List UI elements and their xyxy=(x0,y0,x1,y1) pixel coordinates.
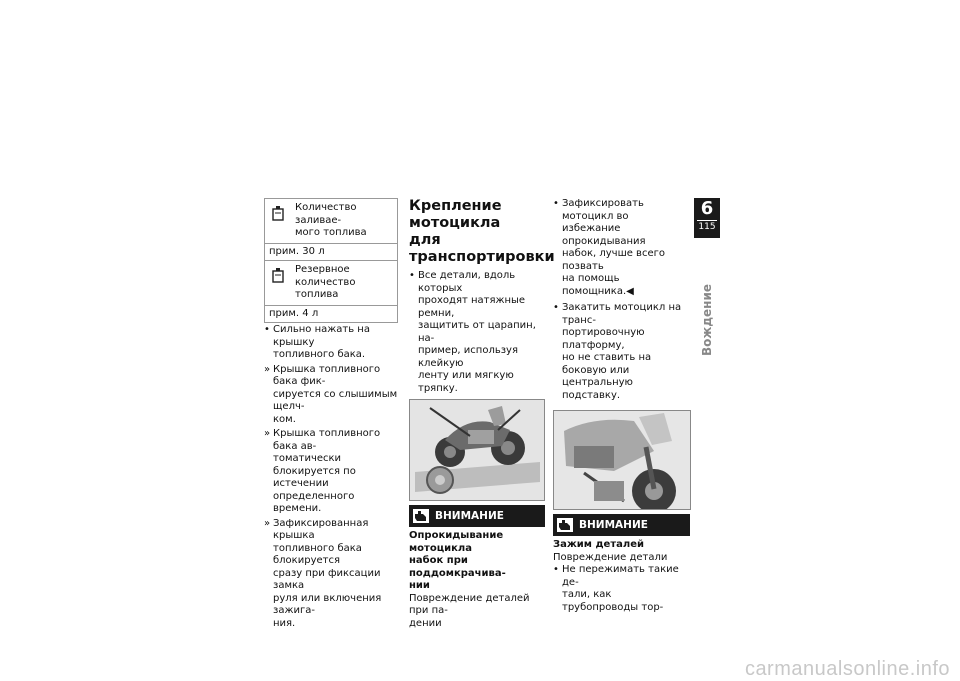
chapter-title: Вождение xyxy=(700,284,714,356)
column-right xyxy=(553,198,690,616)
bullet-marker: • xyxy=(409,270,415,281)
text-line: Сильно нажать на крышку xyxy=(273,324,370,348)
heading-line: для транспортировки xyxy=(409,232,555,265)
photo-motorcycle-on-trailer xyxy=(409,399,545,501)
section-heading xyxy=(409,198,555,266)
text-line: избежание опрокидывания xyxy=(562,223,646,247)
spec-label-line: Резервное количество xyxy=(295,264,356,288)
instruction-list xyxy=(553,198,690,402)
text-line: центральную подставку. xyxy=(562,377,633,401)
warning-banner xyxy=(409,505,545,527)
instruction-list xyxy=(409,270,545,395)
page-number: 115 xyxy=(698,222,716,232)
spec-fuel-reserve xyxy=(264,261,398,323)
text-line: набок, лучше всего позвать xyxy=(562,248,665,272)
photo-motorcycle-front-detail xyxy=(553,410,691,510)
text-line: томатически блокируется по xyxy=(273,453,356,477)
text-line: Не пережимать такие де- xyxy=(562,564,679,588)
text-line: сируется со слышимым щелч- xyxy=(273,388,398,412)
list-item xyxy=(553,564,690,614)
bullet-marker: • xyxy=(264,324,270,335)
list-item xyxy=(264,364,398,427)
text-line: топливного бака. xyxy=(273,349,366,360)
warning-title xyxy=(409,530,545,593)
spec-label-line: топлива xyxy=(295,289,339,300)
text-line: ния. xyxy=(273,617,296,629)
text-line: Крышка топливного бака ав- xyxy=(273,428,381,452)
warning-text: Повреждение детали xyxy=(553,551,668,563)
text-line: нии xyxy=(409,580,430,591)
result-marker: » xyxy=(264,517,271,529)
text-line: дении xyxy=(409,617,442,629)
text-line: Зафиксированная крышка xyxy=(273,517,369,541)
text-line: ленту или мягкую тряпку. xyxy=(418,370,514,394)
text-line: ком. xyxy=(273,413,296,425)
text-line: Крышка топливного бака фик- xyxy=(273,363,381,387)
chapter-tab xyxy=(694,198,720,238)
spec-label-line: мого топлива xyxy=(295,227,367,238)
list-item xyxy=(264,324,398,362)
spec-value: прим. 4 л xyxy=(265,305,397,323)
spec-label-line: Количество заливае- xyxy=(295,202,357,226)
list-item xyxy=(409,270,545,395)
text-line: но не ставить на боковую или xyxy=(562,352,652,376)
text-line: топливного бака блокируется xyxy=(273,542,362,566)
fuel-can-icon xyxy=(269,204,287,222)
list-item xyxy=(264,518,398,631)
warning-label: ВНИМАНИЕ xyxy=(579,518,648,531)
instruction-list xyxy=(264,324,398,630)
warning-title: Зажим деталей xyxy=(553,539,644,550)
chapter-number: 6 xyxy=(700,198,714,219)
text-line: на помощь помощника.◀ xyxy=(562,273,634,297)
text-line: Опрокидывание мотоцикла xyxy=(409,530,504,554)
text-line: Повреждение деталей при па- xyxy=(409,592,530,616)
warning-text xyxy=(409,593,545,631)
column-left xyxy=(264,198,398,632)
bullet-marker: • xyxy=(553,198,559,209)
text-line: портировочную платформу, xyxy=(562,327,645,351)
text-line: сразу при фиксации замка xyxy=(273,567,381,591)
result-marker: » xyxy=(264,363,271,375)
list-item xyxy=(553,302,690,402)
list-item xyxy=(264,428,398,516)
heading-line: Крепление мотоцикла xyxy=(409,198,502,231)
text-line: тали, как трубопроводы тор- xyxy=(562,589,664,613)
text-line: Все детали, вдоль которых xyxy=(418,270,516,294)
text-line: пример, используя клейкую xyxy=(418,345,518,369)
warning-banner xyxy=(553,514,690,536)
text-line: Закатить мотоцикл на транс- xyxy=(562,302,682,326)
text-line: руля или включения зажига- xyxy=(273,592,382,616)
text-line: времени. xyxy=(273,503,322,514)
bullet-marker: • xyxy=(553,564,559,575)
warning-hand-icon xyxy=(413,509,429,523)
watermark: carmanualsonline.info xyxy=(744,658,950,680)
result-marker: » xyxy=(264,428,271,439)
warning-label: ВНИМАНИЕ xyxy=(435,509,504,522)
fuel-can-icon xyxy=(269,266,287,284)
bullet-marker: • xyxy=(553,302,559,313)
warning-hand-icon xyxy=(557,518,573,532)
text-line: Зафиксировать мотоцикл во xyxy=(562,198,644,222)
chapter-title-vertical xyxy=(696,284,718,356)
text-line: проходят натяжные ремни, xyxy=(418,295,526,319)
instruction-list xyxy=(553,564,690,614)
text-line: защитить от царапин, на- xyxy=(418,320,536,344)
spec-fuel-capacity xyxy=(264,198,398,261)
list-item xyxy=(553,198,690,298)
spec-value: прим. 30 л xyxy=(265,243,397,261)
column-middle xyxy=(409,198,555,630)
text-line: набок при поддомкрачива- xyxy=(409,555,506,579)
text-line: истечении определенного xyxy=(273,478,355,502)
